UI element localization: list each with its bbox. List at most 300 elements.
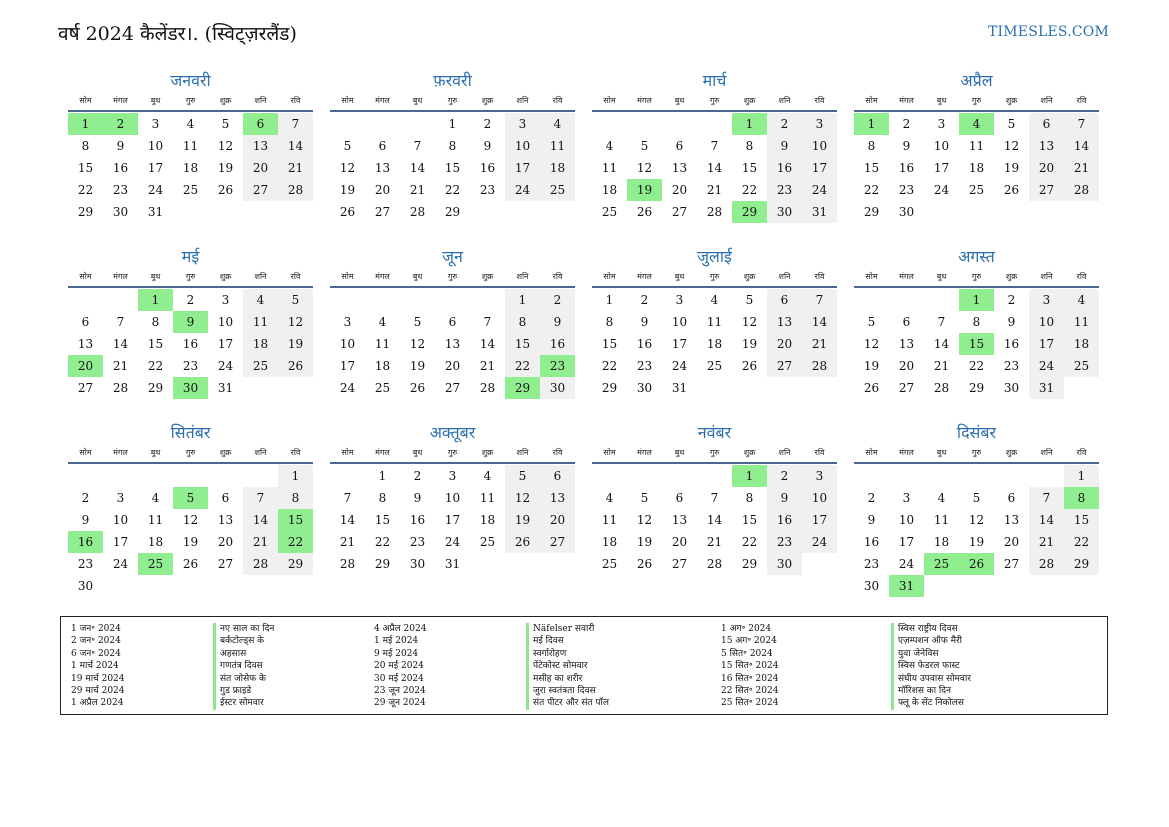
- holiday-day-cell: 19: [627, 179, 662, 201]
- weekday-label: बुध: [150, 272, 161, 281]
- day-cell: 13: [444, 337, 461, 351]
- header-divider: [68, 286, 313, 288]
- weekday-label: सोम: [79, 272, 92, 281]
- day-cell: 29: [374, 557, 391, 571]
- holiday-day-cell: 22: [278, 531, 313, 553]
- weekday-label: मंगल: [637, 96, 652, 105]
- weekday-label: गुरु: [709, 96, 720, 105]
- holiday-name: स्वर्गारोहण: [526, 648, 566, 660]
- day-cell: 25: [968, 183, 985, 197]
- day-cell: 23: [479, 183, 496, 197]
- day-cell: 6: [448, 315, 457, 329]
- day-cell: 18: [540, 157, 575, 179]
- day-cell: 4: [937, 491, 946, 505]
- day-cell: 10: [802, 487, 837, 509]
- holiday-name: Näfelser सवारी: [526, 623, 594, 635]
- month-name: फ़रवरी: [433, 71, 472, 90]
- day-cell: 2: [767, 113, 802, 135]
- day-cell: 8: [448, 139, 457, 153]
- holiday-name: गणतंत्र दिवस: [213, 660, 263, 672]
- day-cell: 19: [636, 535, 653, 549]
- weekday-label: बुध: [674, 96, 685, 105]
- day-cell: 26: [278, 355, 313, 377]
- month-name: जुलाई: [697, 247, 732, 266]
- day-cell: 31: [444, 557, 461, 571]
- day-cell: 6: [1007, 491, 1016, 505]
- day-cell: 16: [409, 513, 426, 527]
- month-calendar: [592, 422, 837, 575]
- day-cell: 25: [479, 535, 496, 549]
- weekday-label: शनि: [516, 272, 529, 281]
- holiday-day-cell: 1: [732, 465, 767, 487]
- empty-cell: [592, 113, 627, 135]
- day-cell: 25: [243, 355, 278, 377]
- weekday-label: शनि: [1040, 448, 1053, 457]
- holiday-date: 15 सित॰ 2024: [721, 661, 779, 672]
- day-cell: 9: [767, 135, 802, 157]
- weekday-label: रवि: [1076, 448, 1087, 457]
- site-link[interactable]: TIMESLES.COM: [988, 24, 1109, 40]
- day-cell: 24: [898, 557, 915, 571]
- day-cell: 7: [243, 487, 278, 509]
- holiday-day-cell: 1: [138, 289, 173, 311]
- weekday-label: शनि: [1040, 96, 1053, 105]
- weekday-label: शुक्र: [481, 96, 494, 105]
- day-cell: 24: [147, 183, 164, 197]
- day-cell: 9: [867, 513, 876, 527]
- day-cell: 2: [186, 293, 195, 307]
- day-cell: 5: [745, 293, 754, 307]
- weekday-label: गुरु: [709, 448, 720, 457]
- day-cell: 17: [147, 161, 164, 175]
- day-cell: 5: [278, 289, 313, 311]
- day-cell: 7: [1064, 113, 1099, 135]
- day-cell: 4: [483, 469, 492, 483]
- holiday-date: 1 जन॰ 2024: [71, 624, 121, 634]
- holiday-name: मई दिवस: [526, 635, 564, 647]
- weekday-label: बुध: [412, 96, 423, 105]
- holiday-day-cell: 31: [889, 575, 924, 597]
- day-cell: 11: [147, 513, 164, 527]
- day-cell: 10: [898, 513, 915, 527]
- day-cell: 25: [601, 205, 618, 219]
- weekday-header: [592, 268, 837, 285]
- empty-cell: [103, 465, 138, 487]
- day-cell: 12: [636, 161, 653, 175]
- holiday-name: एज़म्पशन ऑफ मैरी: [891, 635, 962, 647]
- month-name: अक्तूबर: [429, 423, 476, 442]
- day-cell: 22: [505, 355, 540, 377]
- empty-cell: [662, 113, 697, 135]
- weekday-label: रवि: [290, 448, 301, 457]
- day-cell: 20: [217, 535, 234, 549]
- day-cell: 1: [448, 117, 457, 131]
- weekday-header: [68, 92, 313, 109]
- day-cell: 7: [937, 315, 946, 329]
- day-cell: 11: [182, 139, 199, 153]
- day-cell: 8: [151, 315, 160, 329]
- day-cell: 30: [767, 553, 802, 575]
- day-cell: 18: [601, 535, 618, 549]
- day-cell: 10: [505, 135, 540, 157]
- day-cell: 19: [1003, 161, 1020, 175]
- day-cell: 21: [706, 183, 723, 197]
- day-cell: 13: [243, 135, 278, 157]
- day-cell: 24: [933, 183, 950, 197]
- empty-cell: [994, 465, 1029, 487]
- month-calendar: [68, 246, 313, 399]
- holiday-day-cell: 16: [68, 531, 103, 553]
- day-cell: 27: [1029, 179, 1064, 201]
- empty-cell: [330, 465, 365, 487]
- day-cell: 1: [505, 289, 540, 311]
- holiday-name: पेंटेकोस्ट सोमवार: [526, 660, 588, 672]
- month-calendar: [592, 70, 837, 223]
- weekday-label: सोम: [341, 448, 354, 457]
- day-cell: 28: [243, 553, 278, 575]
- day-cell: 19: [217, 161, 234, 175]
- day-cell: 27: [898, 381, 915, 395]
- day-cell: 10: [1029, 311, 1064, 333]
- weekday-label: बुध: [412, 272, 423, 281]
- day-cell: 27: [540, 531, 575, 553]
- holiday-day-cell: 1: [68, 113, 103, 135]
- day-cell: 9: [640, 315, 649, 329]
- day-cell: 24: [112, 557, 129, 571]
- weekday-label: सोम: [79, 96, 92, 105]
- day-grid: [330, 465, 575, 575]
- holiday-name: गुड फ्राइडे: [213, 685, 251, 697]
- day-cell: 13: [1003, 513, 1020, 527]
- day-cell: 15: [1064, 509, 1099, 531]
- day-cell: 20: [671, 535, 688, 549]
- day-cell: 24: [505, 179, 540, 201]
- day-cell: 25: [706, 359, 723, 373]
- day-cell: 26: [217, 183, 234, 197]
- day-cell: 15: [601, 337, 618, 351]
- day-cell: 24: [444, 535, 461, 549]
- day-cell: 30: [863, 579, 880, 593]
- weekday-label: शनि: [1040, 272, 1053, 281]
- day-cell: 4: [1064, 289, 1099, 311]
- empty-cell: [68, 465, 103, 487]
- weekday-header: [854, 444, 1099, 461]
- holiday-name: संत पीटर और संत पॉल: [526, 697, 609, 709]
- holiday-date: 25 सित॰ 2024: [721, 698, 779, 709]
- day-cell: 21: [802, 333, 837, 355]
- day-cell: 22: [741, 535, 758, 549]
- day-cell: 16: [863, 535, 880, 549]
- day-cell: 4: [378, 315, 387, 329]
- day-cell: 6: [1029, 113, 1064, 135]
- day-cell: 12: [1003, 139, 1020, 153]
- day-cell: 17: [505, 157, 540, 179]
- day-grid: [592, 289, 837, 399]
- header-divider: [330, 286, 575, 288]
- month-name: अप्रैल: [960, 71, 993, 90]
- month-name: जून: [442, 247, 463, 266]
- holiday-date: 29 जून 2024: [374, 698, 426, 709]
- holiday-list: [60, 616, 1108, 715]
- day-cell: 11: [601, 513, 618, 527]
- day-cell: 14: [706, 161, 723, 175]
- weekday-label: सोम: [79, 448, 92, 457]
- weekday-label: गुरु: [447, 96, 458, 105]
- holiday-day-cell: 25: [138, 553, 173, 575]
- day-cell: 16: [1003, 337, 1020, 351]
- weekday-label: बुध: [674, 448, 685, 457]
- holiday-day-cell: 8: [1064, 487, 1099, 509]
- day-grid: [68, 289, 313, 399]
- day-cell: 27: [671, 205, 688, 219]
- holiday-day-cell: 25: [924, 553, 959, 575]
- day-cell: 5: [505, 465, 540, 487]
- day-cell: 18: [706, 337, 723, 351]
- day-cell: 12: [339, 161, 356, 175]
- day-cell: 19: [968, 535, 985, 549]
- weekday-label: शुक्र: [219, 96, 232, 105]
- day-cell: 20: [540, 509, 575, 531]
- day-cell: 8: [505, 311, 540, 333]
- header-divider: [854, 462, 1099, 464]
- holiday-date: 16 सित॰ 2024: [721, 673, 779, 684]
- day-cell: 15: [863, 161, 880, 175]
- weekday-label: सोम: [603, 96, 616, 105]
- day-cell: 15: [77, 161, 94, 175]
- day-cell: 31: [147, 205, 164, 219]
- day-cell: 18: [147, 535, 164, 549]
- month-name: मई: [181, 247, 200, 266]
- holiday-day-cell: 1: [732, 113, 767, 135]
- day-cell: 21: [243, 531, 278, 553]
- empty-cell: [330, 113, 365, 135]
- holiday-date: 9 मई 2024: [374, 648, 419, 659]
- day-cell: 2: [867, 491, 876, 505]
- day-cell: 14: [278, 135, 313, 157]
- day-cell: 14: [339, 513, 356, 527]
- day-cell: 17: [1029, 333, 1064, 355]
- weekday-label: रवि: [290, 272, 301, 281]
- empty-cell: [854, 465, 889, 487]
- day-cell: 13: [77, 337, 94, 351]
- day-grid: [854, 113, 1099, 223]
- weekday-header: [330, 92, 575, 109]
- weekday-label: रवि: [814, 96, 825, 105]
- day-cell: 8: [745, 491, 754, 505]
- day-cell: 7: [802, 289, 837, 311]
- weekday-label: बुध: [150, 96, 161, 105]
- day-cell: 22: [741, 183, 758, 197]
- weekday-label: बुध: [936, 272, 947, 281]
- empty-cell: [697, 465, 732, 487]
- month-calendar: [330, 422, 575, 575]
- weekday-label: गुरु: [971, 448, 982, 457]
- holiday-date: 22 सित॰ 2024: [721, 686, 779, 696]
- day-cell: 23: [767, 179, 802, 201]
- weekday-label: रवि: [1076, 96, 1087, 105]
- empty-cell: [889, 289, 924, 311]
- day-cell: 28: [706, 557, 723, 571]
- holiday-name: संत जोसेफ के: [213, 673, 266, 685]
- day-grid: [68, 465, 313, 597]
- holiday-day-cell: 9: [173, 311, 208, 333]
- day-cell: 29: [1064, 553, 1099, 575]
- empty-cell: [173, 465, 208, 487]
- day-cell: 7: [710, 139, 719, 153]
- weekday-label: गुरु: [185, 96, 196, 105]
- day-cell: 18: [479, 513, 496, 527]
- holiday-name: मॉरिशस का दिन: [891, 685, 951, 697]
- day-cell: 6: [540, 465, 575, 487]
- day-cell: 10: [112, 513, 129, 527]
- weekday-label: रवि: [290, 96, 301, 105]
- weekday-label: गुरु: [971, 272, 982, 281]
- holiday-day-cell: 5: [173, 487, 208, 509]
- weekday-label: सोम: [865, 96, 878, 105]
- day-cell: 11: [601, 161, 618, 175]
- weekday-label: मंगल: [899, 448, 914, 457]
- empty-cell: [400, 113, 435, 135]
- day-cell: 6: [675, 491, 684, 505]
- weekday-label: रवि: [552, 96, 563, 105]
- holiday-name: स्विस राष्ट्रीय दिवस: [891, 623, 958, 635]
- day-grid: [592, 113, 837, 223]
- day-cell: 26: [863, 381, 880, 395]
- weekday-label: मंगल: [899, 96, 914, 105]
- day-cell: 28: [1064, 179, 1099, 201]
- day-cell: 9: [483, 139, 492, 153]
- weekday-label: शुक्र: [219, 448, 232, 457]
- weekday-label: शुक्र: [1005, 272, 1018, 281]
- weekday-label: मंगल: [113, 448, 128, 457]
- header-divider: [68, 462, 313, 464]
- day-cell: 11: [540, 135, 575, 157]
- day-cell: 24: [802, 531, 837, 553]
- weekday-label: शनि: [254, 96, 267, 105]
- month-name: सितंबर: [170, 423, 211, 442]
- day-cell: 19: [409, 359, 426, 373]
- holiday-date: 1 मई 2024: [374, 636, 419, 647]
- weekday-label: शनि: [254, 448, 267, 457]
- day-cell: 14: [706, 513, 723, 527]
- day-cell: 12: [217, 139, 234, 153]
- empty-cell: [889, 465, 924, 487]
- header-divider: [592, 462, 837, 464]
- day-cell: 4: [605, 491, 614, 505]
- day-cell: 12: [741, 315, 758, 329]
- day-cell: 8: [605, 315, 614, 329]
- weekday-label: मंगल: [375, 448, 390, 457]
- day-cell: 13: [1029, 135, 1064, 157]
- day-cell: 14: [802, 311, 837, 333]
- day-cell: 15: [444, 161, 461, 175]
- day-cell: 11: [968, 139, 985, 153]
- day-cell: 17: [802, 157, 837, 179]
- month-calendar: [854, 422, 1099, 597]
- day-cell: 4: [710, 293, 719, 307]
- day-cell: 17: [112, 535, 129, 549]
- day-cell: 15: [741, 513, 758, 527]
- day-cell: 14: [479, 337, 496, 351]
- holiday-name: फ्लू के सेंट निकोलस: [891, 697, 964, 709]
- day-cell: 26: [409, 381, 426, 395]
- day-cell: 30: [112, 205, 129, 219]
- day-cell: 3: [802, 113, 837, 135]
- holiday-date: 19 मार्च 2024: [71, 673, 125, 684]
- empty-cell: [470, 289, 505, 311]
- day-cell: 31: [671, 381, 688, 395]
- holiday-date: 5 सित॰ 2024: [721, 648, 773, 659]
- day-cell: 9: [413, 491, 422, 505]
- day-cell: 13: [540, 487, 575, 509]
- day-cell: 26: [636, 557, 653, 571]
- weekday-header: [68, 444, 313, 461]
- weekday-label: मंगल: [113, 96, 128, 105]
- holiday-day-cell: 4: [959, 113, 994, 135]
- day-cell: 22: [147, 359, 164, 373]
- holiday-day-cell: 2: [103, 113, 138, 135]
- day-cell: 10: [933, 139, 950, 153]
- day-cell: 26: [505, 531, 540, 553]
- day-cell: 17: [339, 359, 356, 373]
- day-cell: 17: [898, 535, 915, 549]
- weekday-header: [592, 92, 837, 109]
- day-cell: 7: [413, 139, 422, 153]
- day-cell: 23: [409, 535, 426, 549]
- month-calendar: [592, 246, 837, 399]
- day-cell: 7: [1029, 487, 1064, 509]
- day-cell: 18: [374, 359, 391, 373]
- day-cell: 2: [902, 117, 911, 131]
- day-cell: 21: [706, 535, 723, 549]
- day-cell: 9: [1007, 315, 1016, 329]
- weekday-label: मंगल: [899, 272, 914, 281]
- day-cell: 10: [802, 135, 837, 157]
- holiday-day-cell: 30: [173, 377, 208, 399]
- holiday-date: 15 अग॰ 2024: [721, 636, 777, 647]
- day-cell: 15: [374, 513, 391, 527]
- day-cell: 13: [374, 161, 391, 175]
- day-cell: 28: [1029, 553, 1064, 575]
- day-cell: 25: [1064, 355, 1099, 377]
- day-cell: 5: [640, 139, 649, 153]
- day-cell: 3: [505, 113, 540, 135]
- day-cell: 26: [636, 205, 653, 219]
- day-cell: 18: [601, 183, 618, 197]
- day-cell: 21: [1064, 157, 1099, 179]
- holiday-day-cell: 29: [732, 201, 767, 223]
- day-cell: 18: [1064, 333, 1099, 355]
- weekday-header: [854, 268, 1099, 285]
- day-cell: 28: [409, 205, 426, 219]
- day-cell: 16: [112, 161, 129, 175]
- weekday-label: शनि: [778, 448, 791, 457]
- day-cell: 11: [706, 315, 723, 329]
- day-cell: 18: [968, 161, 985, 175]
- holiday-name: संघीय उपवास सोमवार: [891, 673, 971, 685]
- header-divider: [330, 110, 575, 112]
- holiday-name: जुरा स्वतंत्रता दिवस: [526, 685, 596, 697]
- day-cell: 28: [112, 381, 129, 395]
- day-cell: 28: [278, 179, 313, 201]
- day-cell: 3: [151, 117, 160, 131]
- day-cell: 12: [409, 337, 426, 351]
- month-name: अगस्त: [958, 247, 995, 266]
- day-cell: 31: [1029, 377, 1064, 399]
- day-cell: 29: [601, 381, 618, 395]
- day-cell: 7: [483, 315, 492, 329]
- day-cell: 14: [409, 161, 426, 175]
